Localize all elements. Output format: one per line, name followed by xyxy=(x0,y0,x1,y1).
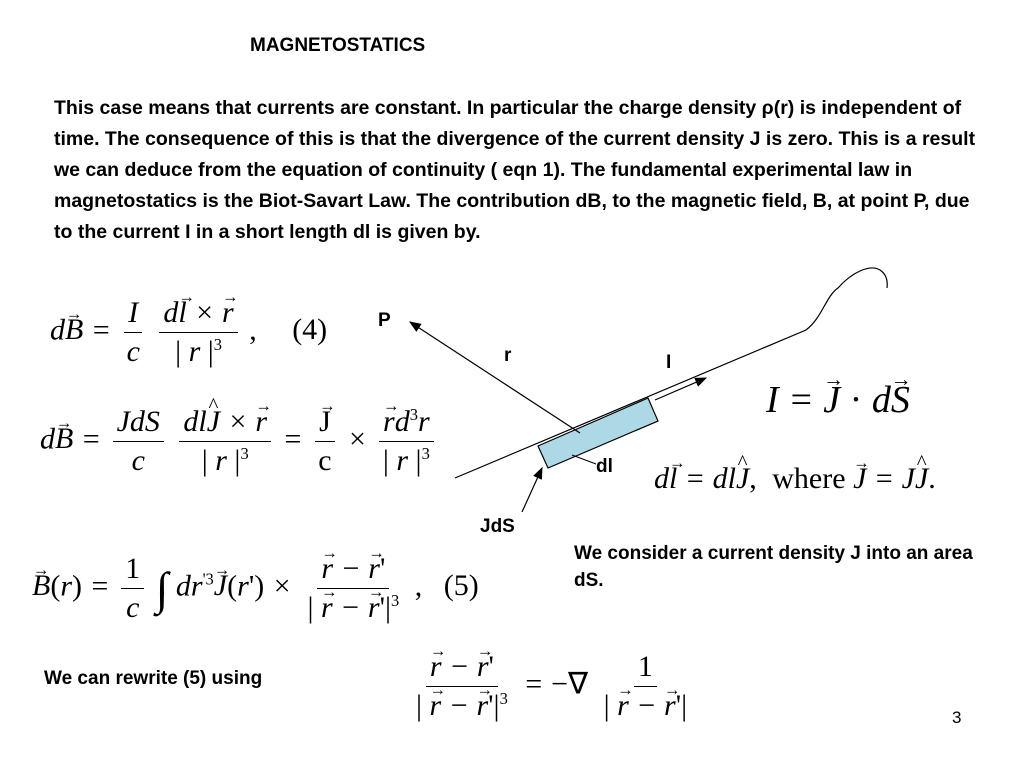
dl-pointer xyxy=(572,455,596,464)
equation-4-label: (4) xyxy=(292,313,328,347)
equation-gradient-identity: → $\frac{r - \to r'}{| \to r - \to r'|^3}$ = −∇ $\frac{1}{| \to r - \to r'|}$ xyxy=(408,650,695,723)
label-r: r xyxy=(504,345,512,366)
label-dl: dl xyxy=(596,456,613,477)
equation-current-density: d→ B = $\frac{\text{JdS}}{c}$ $\frac{dl\^{} J \times \to r}{| r |^3}$ = → $\frac{J}{c}$ × → $\frac{rd^3r}{| r |^3}$ xyxy=(40,405,438,478)
slide-title: MAGNETOSTATICS xyxy=(250,35,426,56)
label-JdS: JdS xyxy=(480,516,515,537)
rewrite-text: We can rewrite (5) using xyxy=(44,668,263,689)
equation-dl: d→ l = dl^ J, where → J = J^ J. xyxy=(654,462,936,496)
label-P: P xyxy=(378,310,391,331)
equation-5: → B(r) = $\frac{1}{c}$ ∫ $dr^{'3}\to J(r')$ × → $\frac{r - \to r'}{| \to r - \to r'|^3}$ , (5) xyxy=(32,552,479,625)
jds-arrow xyxy=(522,468,542,512)
current-direction-arrow xyxy=(655,378,706,400)
equation-4: d→ B = $\frac{I}{c}$ $\frac{d\to l \times \to r}{| r |^3}$ , (4) xyxy=(50,296,327,369)
label-I: I xyxy=(666,352,672,373)
equation-5-label: (5) xyxy=(443,569,479,603)
page-number: 3 xyxy=(952,708,962,727)
consider-text: We consider a current density J into an area dS. xyxy=(574,543,973,591)
r-vector xyxy=(410,322,580,433)
intro-paragraph: This case means that currents are constant. In particular the charge density ρ(r) is independent of time. The consequence of this is that the divergence of the current density J is zero. This is a result we can deduce from the equation of continuity ( eqn 1). The fundamental experimental law in magnetostatics is the Biot-Savart Law. The contribution dB, to the magnetic field, B, at point P, due to the current I in a short length dl is given by. xyxy=(54,97,976,243)
equation-current: I = → J · d→ S xyxy=(766,378,910,422)
